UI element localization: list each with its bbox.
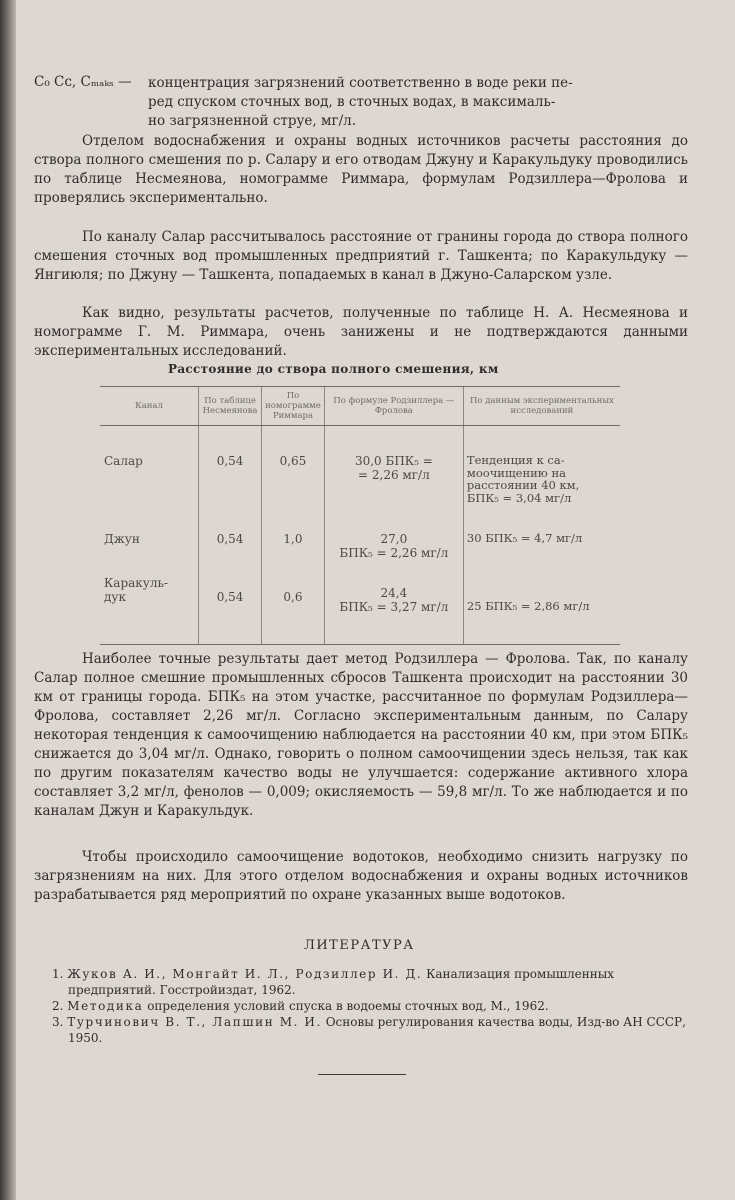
header-nesmeyanov: По таблице Несмеянова	[199, 387, 262, 426]
definition-line: ред спуском сточных вод, в сточных водах, в максималь-	[148, 94, 556, 110]
cell-canal: Салар	[104, 454, 143, 468]
cell-nesmeyanov: 0,54	[199, 426, 262, 525]
cell-line: 24,4	[380, 586, 408, 600]
cell-experimental	[463, 524, 620, 568]
table-row	[100, 568, 620, 645]
cell-line: 30,0 БПК₅ =	[354, 454, 433, 468]
cell-nesmeyanov: 0,54	[199, 524, 262, 568]
reference-authors: Жуков А. И., Монгайт И. Л., Родзиллер И. Д.	[67, 967, 423, 981]
cell-formula	[324, 524, 463, 568]
book-spine-shadow	[0, 0, 16, 1200]
header-rimmar: По номограмме Риммара	[262, 387, 325, 426]
cell-experimental	[463, 568, 620, 645]
cell-formula	[324, 426, 463, 525]
cell-line: БПК₅ = 3,04 мг/л	[466, 490, 572, 505]
cell-line: расстоянии 40 км,	[466, 478, 580, 492]
literature-heading: ЛИТЕРАТУРА	[304, 938, 415, 953]
cell-experimental	[463, 426, 620, 525]
paragraph-text: Как видно, результаты расчетов, полученные по таблице Н. А. Несмеянова и номограмме Г. М. Риммара, очень занижены и не подтверждаются данными экспериментальных исследований.	[34, 305, 688, 359]
cell-line: 27,0	[380, 532, 408, 546]
paragraph-calculations	[34, 132, 688, 208]
paragraph-salar	[34, 228, 688, 285]
cell-line: дук	[104, 590, 126, 604]
definition-line: но загрязненной струе, мг/л.	[148, 113, 356, 129]
reference-item	[52, 1014, 692, 1046]
reference-list	[52, 966, 692, 1046]
reference-authors: Турчинович В. Т., Лапшин М. И.	[67, 1015, 322, 1029]
paragraph-text: Наиболее точные результаты дает метод Родзиллера — Фролова. Так, по каналу Салар полное смешние промышленных сбросов Ташкента происходит на расстоянии 30 км от границы города. БПК₅ на этом участке, рассчитанное по формулам Родзиллера—Фролова, составляет 2,26 мг/л. Согласно экспериментальным данным, по Салару некоторая тенденция к самоочищению наблюдается на расстоянии 40 км, при этом БПК₅ снижается до 3,04 мг/л. Однако, говорить о полном самоочищении здесь нельзя, так как по другим показателям качество воды не улучшается: содержание активного хлора составляет 3,2 мг/л, фенолов — 0,009; окисляемость — 59,8 мг/л. То же наблюдается и по каналам Джун и Каракульдук.	[34, 651, 688, 819]
cell-rimmar: 0,6	[262, 568, 325, 645]
table-row	[100, 426, 620, 525]
definition-line: концентрация загрязнений соответственно в воде реки пе-	[148, 75, 573, 91]
cell-line: БПК₅ = 3,27 мг/л	[339, 600, 449, 614]
table-caption: Расстояние до створа полного смешения, км	[168, 362, 499, 376]
reference-item	[52, 966, 692, 998]
paragraph-measures	[34, 848, 688, 905]
cell-nesmeyanov: 0,54	[199, 568, 262, 645]
reference-number: 2.	[52, 999, 64, 1013]
paragraph-conclusion	[34, 650, 688, 821]
mixing-distance-table	[100, 386, 620, 645]
paragraph-text: Отделом водоснабжения и охраны водных источников расчеты расстояния до створа полного смешения по р. Салару и его отводам Джуну и Каракульдуку проводились по таблице Несмеянова, номограмме Риммара, формулам Родзиллера—Фролова и проверялись экспериментально.	[34, 133, 688, 206]
reference-title: Основы регулирования качества воды, Изд-во АН СССР, 1950.	[68, 1015, 686, 1045]
header-formula: По формуле Родзиллера — Фролова	[324, 387, 463, 426]
cell-line: Тенденция к са-	[466, 453, 565, 467]
header-canal: Канал	[100, 387, 199, 426]
cell-line: = 2,26 мг/л	[358, 468, 430, 482]
paragraph-text: Чтобы происходило самоочищение водотоков, необходимо снизить нагрузку по загрязнениям на них. Для этого отделом водоснабжения и охраны водных источников разрабатывается ряд мероприятий по охране указанных выше водотоков.	[34, 849, 688, 903]
cell-line: 25 БПК₅ = 2,86 мг/л	[466, 599, 590, 613]
cell-line: Каракуль-	[104, 576, 169, 590]
reference-item	[52, 998, 692, 1014]
definition-term: C₀ Cᴄ, Cₘₐₖₛ —	[34, 74, 132, 90]
cell-line: БПК₅ = 2,26 мг/л	[339, 546, 449, 560]
paragraph-results	[34, 304, 688, 361]
reference-authors: Методика	[67, 999, 144, 1013]
cell-canal: Джун	[104, 532, 140, 546]
cell-line: моочищению на	[466, 465, 566, 480]
table-row	[100, 524, 620, 568]
reference-title: определения условий спуска в водоемы сточных вод, М., 1962.	[143, 999, 549, 1013]
cell-line: 30 БПК₅ = 4,7 мг/л	[466, 531, 583, 545]
paragraph-text: По каналу Салар рассчитывалось расстояние от гранины города до створа полного смешения сточных вод промышленных предприятий г. Ташкента; по Каракульдуку — Янгиюля; по Джуну — Ташкента, попадаемых в канал в Джуно-Саларском узле.	[34, 229, 688, 283]
cell-rimmar: 0,65	[262, 426, 325, 525]
cell-canal	[100, 568, 199, 645]
cell-rimmar: 1,0	[262, 524, 325, 568]
definition-text	[148, 74, 688, 131]
end-divider	[318, 1074, 406, 1075]
reference-title: Канализация промышленных предприятий. Госстройиздат, 1962.	[68, 967, 615, 997]
cell-formula	[324, 568, 463, 645]
reference-number: 1.	[52, 967, 64, 981]
table-header-row	[100, 387, 620, 426]
header-experimental: По данным экспериментальных исследований	[463, 387, 620, 426]
reference-number: 3.	[52, 1015, 64, 1029]
